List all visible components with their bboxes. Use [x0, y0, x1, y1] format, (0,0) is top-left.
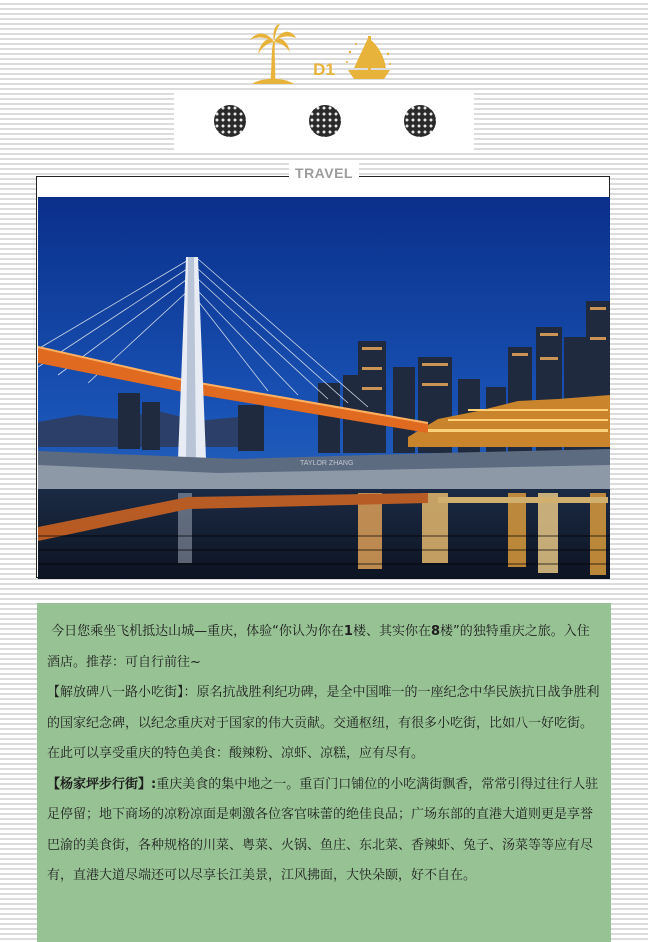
travel-tag: TRAVEL: [289, 160, 359, 186]
yangjiaping-title: 【杨家坪步行街】:: [47, 776, 157, 792]
day-label: D1: [313, 60, 335, 79]
palm-tree-icon: [248, 24, 298, 86]
intro-paragraph: 今日您乘坐飞机抵达山城—重庆，体验“你认为你在1楼、其实你在8楼”的独特重庆之旅。入住酒店。推荐：可自行前往~: [47, 624, 590, 670]
decorative-dots-panel: [174, 92, 474, 150]
photo-watermark: TAYLOR ZHANG: [300, 460, 354, 467]
jiefangbei-title: 【解放碑八一路小吃街】: [47, 685, 184, 700]
decorative-dot-icon: [214, 105, 246, 137]
decorative-dot-icon: [404, 105, 436, 137]
sailboat-icon: [344, 34, 394, 84]
day-header: [0, 0, 648, 95]
decorative-dot-icon: [309, 105, 341, 137]
chongqing-night-bridge-photo: [38, 197, 610, 579]
jiefangbei-paragraph: 【解放碑八一路小吃街】：原名抗战胜利纪功碑，是全中国唯一的一座纪念中华民族抗日战争胜利的国家纪念碑，以纪念重庆对于国家的伟大贡献。交通枢纽，有很多小吃街，比如八一好吃街。在此可以享受重庆的特色美食：酸辣粉、凉虾、凉糕，应有尽有。: [47, 685, 600, 761]
yangjiaping-paragraph: 【杨家坪步行街】:重庆美食的集中地之一。重百门口铺位的小吃满街飘香，常常引得过往行人驻足停留；地下商场的凉粉凉面是刺激各位客官味蕾的绝佳良品；广场东部的直港大道则更是享誉巴渝的美食街，各种规格的川菜、粤菜、火锅、鱼庄、东北菜、香辣虾、兔子、汤菜等等应有尽有，直港大道尽端还可以尽享长江美景，江风拂面，大快朵颐，好不自在。: [47, 776, 599, 883]
itinerary-text: [37, 603, 611, 942]
